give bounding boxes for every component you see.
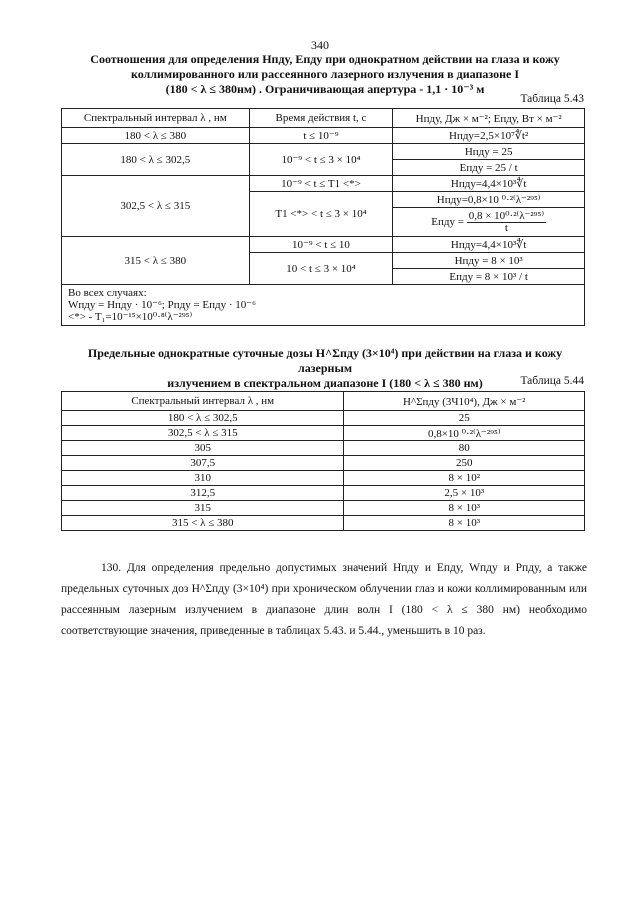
- time-cell: 10⁻⁹ < t ≤ 10: [249, 237, 393, 253]
- time-cell: 10⁻⁹ < t ≤ 3 × 10⁴: [249, 144, 393, 176]
- range-cell: 302,5 < λ ≤ 315: [62, 176, 250, 237]
- formula-cell: Hпду=2,5×10⁷∜t²: [393, 128, 585, 144]
- table2-title-line2: излучением в спектральном диапазоне I (180 < λ ≤ 380 нм): [167, 376, 483, 390]
- table-row: [62, 516, 585, 531]
- formula-cell: Hпду = 25: [393, 144, 585, 160]
- table-5-44: [61, 391, 585, 531]
- time-cell: 10⁻⁹ < t ≤ T1 <*>: [249, 176, 393, 192]
- range-cell: 315 < λ ≤ 380: [62, 516, 344, 531]
- table1-title: [60, 52, 590, 97]
- table2-title-line1: Предельные однократные суточные дозы H^Σпду (3×10⁴) при действии на глаза и кожу лазерным: [87, 346, 563, 375]
- time-cell: 10 < t ≤ 3 × 10⁴: [249, 253, 393, 285]
- value-cell: 8 × 10³: [344, 516, 585, 531]
- paragraph-130: [61, 558, 587, 642]
- value-cell: 25: [344, 411, 585, 426]
- time-cell: T1 <*> < t ≤ 3 × 10⁴: [249, 192, 393, 237]
- range-cell: 180 < λ ≤ 302,5: [62, 144, 250, 176]
- table-5-43: [61, 108, 585, 326]
- header-dose: H^Σпду (3Ч10⁴), Дж × м⁻²: [344, 392, 585, 411]
- formula-cell: Hпду=4,4×10³∜t: [393, 237, 585, 253]
- header-time: Время действия t, с: [249, 109, 393, 128]
- range-cell: 312,5: [62, 486, 344, 501]
- range-cell: 302,5 < λ ≤ 315: [62, 426, 344, 441]
- range-cell: 180 < λ ≤ 302,5: [62, 411, 344, 426]
- fraction-numerator: 0,8 × 10⁰·²⁽λ⁻²⁹⁵⁾: [468, 209, 545, 222]
- table-row: [62, 128, 585, 144]
- range-cell: 315 < λ ≤ 380: [62, 237, 250, 285]
- formula-cell-fraction: [393, 208, 585, 237]
- range-cell: 305: [62, 441, 344, 456]
- formula-cell: Нпду = 8 × 10³: [393, 253, 585, 269]
- table-row: [62, 456, 585, 471]
- formula-cell: Hпду=4,4×10³∜t: [393, 176, 585, 192]
- formula-cell: Епду = 8 × 10³ / t: [393, 269, 585, 285]
- header-spectral: Спектральный интервал λ , нм: [62, 109, 250, 128]
- table-row: [62, 237, 585, 253]
- table-row: [62, 176, 585, 192]
- value-cell: 250: [344, 456, 585, 471]
- value-cell: 8 × 10²: [344, 471, 585, 486]
- range-cell: 315: [62, 501, 344, 516]
- table2-title: [60, 346, 590, 391]
- value-cell: 0,8×10 ⁰·²⁽λ⁻²⁹⁵⁾: [344, 426, 585, 441]
- value-cell: 2,5 × 10³: [344, 486, 585, 501]
- formula-cell: Eпду = 25 / t: [393, 160, 585, 176]
- range-cell: 310: [62, 471, 344, 486]
- range-cell: 180 < λ ≤ 380: [62, 128, 250, 144]
- header-values: Нпду, Дж × м⁻²; Епду, Вт × м⁻²: [393, 109, 585, 128]
- table-row: [62, 426, 585, 441]
- header-spectral: Спектральный интервал λ , нм: [62, 392, 344, 411]
- table-row: [62, 486, 585, 501]
- fraction: [467, 211, 546, 234]
- fraction-lhs: Eпду =: [431, 215, 464, 228]
- page-number: 340: [311, 38, 329, 52]
- note-line3: <*> - T₁=10⁻¹⁵×10⁰·⁸⁽λ⁻²⁹⁵⁾: [68, 311, 193, 323]
- table-row: [62, 144, 585, 160]
- table-note-row: [62, 285, 585, 326]
- table1-title-line1: Соотношения для определения Нпду, Епду при однократном действии на глаза и кожу: [90, 52, 560, 66]
- fraction-denominator: t: [504, 221, 508, 234]
- table-note: [62, 285, 585, 326]
- table2-label: Таблица 5.44: [520, 375, 584, 387]
- table-row: [62, 411, 585, 426]
- table-row: [62, 441, 585, 456]
- time-cell: t ≤ 10⁻⁹: [249, 128, 393, 144]
- table-row: [62, 471, 585, 486]
- value-cell: 8 × 10³: [344, 501, 585, 516]
- table1-label: Таблица 5.43: [520, 93, 584, 105]
- table1-title-line2: коллимированного или рассеянного лазерного излучения в диапазоне I: [130, 67, 520, 81]
- paragraph-text: 130. Для определения предельно допустимых значений Нпду и Епду, Wпду и Рпду, а также предельных суточных доз H^Σпду (3×10⁴) при хроническом облучении глаз и кожи коллимированным или рассеянным лазерным излучением в диапазоне длин волн I (180 < λ ≤ 380 нм) необходимо соответствующие значения, приведенные в таблицах 5.43. и 5.44., уменьшить в 10 раз.: [61, 562, 587, 637]
- table1-title-line3: (180 < λ ≤ 380нм) . Ограничивающая апертура - 1,1 · 10⁻³ м: [165, 82, 485, 96]
- range-cell: 307,5: [62, 456, 344, 471]
- note-line1: Во всех случаях:: [68, 287, 147, 299]
- table-row: [62, 501, 585, 516]
- formula-cell: Hпду=0,8×10 ⁰·²⁽λ⁻²⁹⁵⁾: [393, 192, 585, 208]
- note-line2: Wпду = Hпду · 10⁻⁶; Pпду = Eпду · 10⁻⁶: [68, 299, 256, 311]
- value-cell: 80: [344, 441, 585, 456]
